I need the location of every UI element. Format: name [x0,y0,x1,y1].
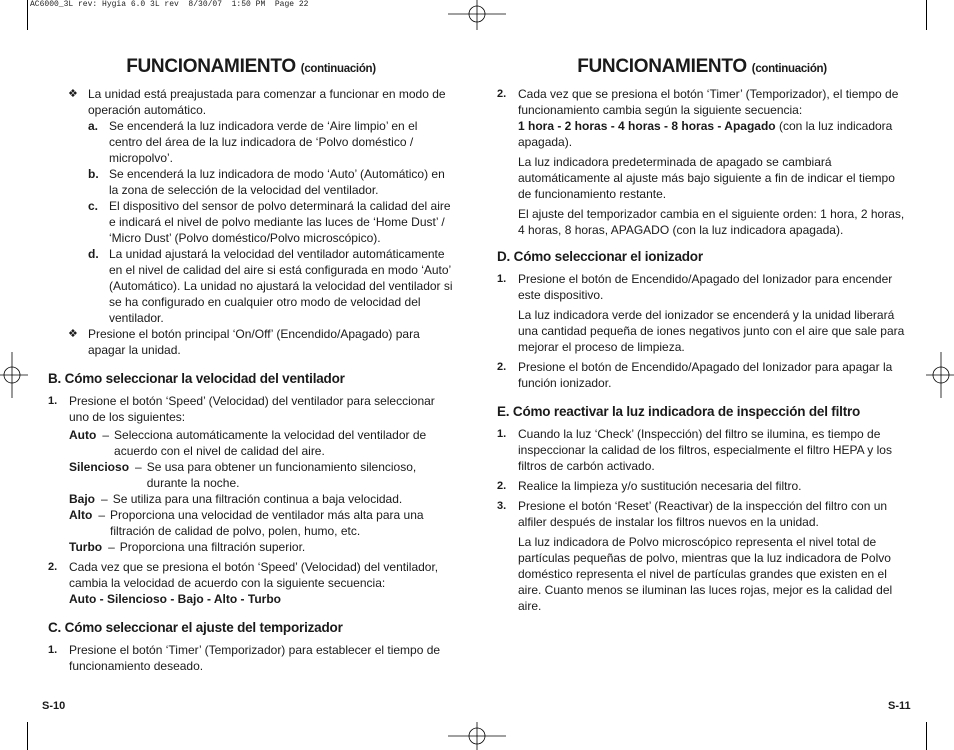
registration-mark-right [926,352,954,398]
speed-option-dash: – [108,540,115,554]
registration-mark-top [448,0,506,30]
section-d-step-2 [497,359,907,391]
speed-option-dash: – [135,460,142,474]
step-text [69,559,454,607]
timer-default-note: La luz indicadora predeterminada de apagado se cambiará automáticamente al ajuste más bajo siguiente a fin de indicar el tiempo de funcionamiento restante. [518,155,895,201]
right-title-main: FUNCIONAMIENTO [577,56,747,77]
speed-option [69,507,454,539]
speed-option-name: Bajo [69,492,96,506]
speed-option-name: Auto [69,428,97,442]
step-number: 1. [48,395,58,407]
right-title-continued: (continuación) [751,63,827,75]
section-b-step-1 [48,393,454,425]
speed-option-desc: Proporciona una filtración superior. [119,540,306,554]
sub-item-c [88,198,454,246]
step-text: Presione el botón ‘Speed’ (Velocidad) del ventilador para seleccionar uno de los siguientes: [69,394,435,424]
step-text [518,86,907,150]
speed-option [69,427,454,459]
page-number-left: S-10 [42,700,66,712]
step-number: 2. [48,561,58,573]
diamond-bullet-icon: ❖ [68,328,78,340]
speed-option-dash: – [102,428,110,442]
section-d-heading: D. Cómo seleccionar el ionizador [497,249,703,264]
bullet-preset-auto [48,86,454,118]
speed-option-desc: Proporciona una velocidad de ventilador más alta para una filtración de calidad de polvo, polen, humo, etc. [110,508,424,538]
diamond-bullet-icon: ❖ [68,88,78,100]
step-text: Cuando la luz ‘Check’ (Inspección) del filtro se ilumina, es tiempo de inspeccionar la calidad de los filtros, especialmente el filtro HEPA y los filtros de carbón activado. [518,427,892,473]
timer-sequence: 1 hora - 2 horas - 4 horas - 8 horas - Apagado [518,119,776,133]
speed-option-desc: Se utiliza para una filtración continua a baja velocidad. [112,492,403,506]
section-e-step-2 [497,478,907,494]
section-c-step-1 [48,642,454,674]
section-b-heading: B. Cómo seleccionar la velocidad del ventilador [48,371,345,386]
sub-item-text: Se encenderá la luz indicadora verde de ‘Aire limpio’ en el centro del área de la luz indicadora de ‘Polvo doméstico / micropolvo’. [109,119,418,165]
bullet-power-off [48,326,454,358]
step-number: 3. [497,500,507,512]
page-number-right: S-11 [888,700,911,712]
left-page-title [48,56,454,80]
left-title-main: FUNCIONAMIENTO [126,56,296,77]
sub-item-a [88,118,454,166]
speed-sequence: Auto - Silencioso - Bajo - Alto - Turbo [69,592,281,606]
sub-item-b [88,166,454,198]
step-number: 2. [497,88,507,100]
step-text: Presione el botón de Encendido/Apagado del Ionizador para apagar la función ionizador. [518,360,893,390]
crop-mark-bottom-left [27,722,28,750]
registration-mark-bottom [448,722,506,750]
sub-item-label: b. [88,167,99,181]
section-c-heading: C. Cómo seleccionar el ajuste del temporizador [48,620,343,635]
left-page [48,56,454,676]
right-page-title [497,56,907,80]
crop-mark-top-left [27,0,28,30]
right-page [497,56,907,614]
step-number: 2. [497,480,507,492]
step-text: Presione el botón ‘Timer’ (Temporizador) para establecer el tiempo de funcionamiento deseado. [69,643,441,673]
speed-option-desc: Selecciona automáticamente la velocidad del ventilador de acuerdo con el nivel de calidad del aire. [114,428,427,458]
bullet-text: La unidad está preajustada para comenzar a funcionar en modo de operación automático. [88,87,446,117]
step-body: Cada vez que se presiona el botón ‘Speed’ (Velocidad) del ventilador, cambia la velocidad de acuerdo con la siguiente secuencia: [69,560,439,590]
section-e-heading: E. Cómo reactivar la luz indicadora de inspección del filtro [497,404,861,419]
step-body: Cada vez que se presiona el botón ‘Timer’ (Temporizador), el tiempo de funcionamiento cambia según la siguiente secuencia: [518,87,899,117]
step-number: 1. [497,273,507,285]
step-text: Presione el botón ‘Reset’ (Reactivar) de la inspección del filtro con un alfiler después de instalar los filtros nuevos en la unidad. [518,499,888,529]
timer-order-note: El ajuste del temporizador cambia en el siguiente orden: 1 hora, 2 horas, 4 horas, 8 horas, APAGADO (con la luz indicadora apagada). [518,207,905,237]
sub-item-d [88,246,454,326]
speed-option [69,491,454,507]
left-title-continued: (continuación) [300,63,376,75]
speed-option-desc: Se usa para obtener un funcionamiento silencioso, durante la noche. [146,460,417,490]
speed-option-dash: – [98,508,106,522]
print-slug: AC6000_3L rev: Hygia 6.0 3L rev 8/30/07 1:50 PM Page 22 [30,0,309,9]
speed-option-name: Turbo [69,540,103,554]
speed-option [69,539,454,555]
sub-item-text: Se encenderá la luz indicadora de modo ‘Auto’ (Automático) en la zona de selección de la velocidad del ventilador. [109,167,445,197]
step-number: 1. [48,644,58,656]
sub-item-text: El dispositivo del sensor de polvo determinará la calidad del aire e indicará el nivel de polvo mediante las luces de ‘Home Dust’ / ‘Micro Dust’ (Polvo doméstico/Polvo microscópico). [109,199,451,245]
crop-mark-bottom-right [926,722,927,750]
sub-item-label: a. [88,119,99,133]
step-number: 2. [497,361,507,373]
step-text: Presione el botón de Encendido/Apagado del Ionizador para encender este dispositivo. [518,272,893,302]
step-number: 1. [497,428,507,440]
speed-option [69,459,454,491]
sub-item-label: c. [88,199,99,213]
ionizer-note: La luz indicadora verde del ionizador se encenderá y la unidad liberará una cantidad pequeña de iones negativos junto con el aire que sale para mejorar el proceso de limpieza. [518,308,905,354]
timer-sequence-tail: (con la luz indicadora apagada). [518,119,893,149]
speed-option-dash: – [101,492,108,506]
sub-item-label: d. [88,247,99,261]
section-d-step-1 [497,271,907,303]
crop-mark-top-right [926,0,927,30]
section-e-step-1 [497,426,907,474]
speed-option-name: Alto [69,508,93,522]
step-text: Realice la limpieza y/o sustitución necesaria del filtro. [518,479,802,493]
bullet-text: Presione el botón principal ‘On/Off’ (Encendido/Apagado) para apagar la unidad. [88,327,420,357]
section-b-step-2 [48,559,454,607]
registration-mark-left [0,352,28,398]
section-e-step-3 [497,498,907,530]
dust-indicator-note: La luz indicadora de Polvo microscópico representa el nivel total de partículas pequeñas de polvo, mientras que la luz indicadora de Polvo doméstico representa el nivel de partículas grandes que existen en el aire. Cuanto menos se iluminan las luces rojas, mejor es la calidad del aire. [518,535,893,613]
speed-option-name: Silencioso [69,460,130,474]
section-c-step-2 [497,86,907,150]
speed-options-list [48,427,454,555]
sub-item-text: La unidad ajustará la velocidad del ventilador automáticamente en el nivel de calidad del aire si está configurada en modo ‘Auto’ (Automático). La unidad no ajustará la velocidad del ventilador si se ha configurado en cualquier otro modo de velocidad del ventilador. [109,247,453,325]
